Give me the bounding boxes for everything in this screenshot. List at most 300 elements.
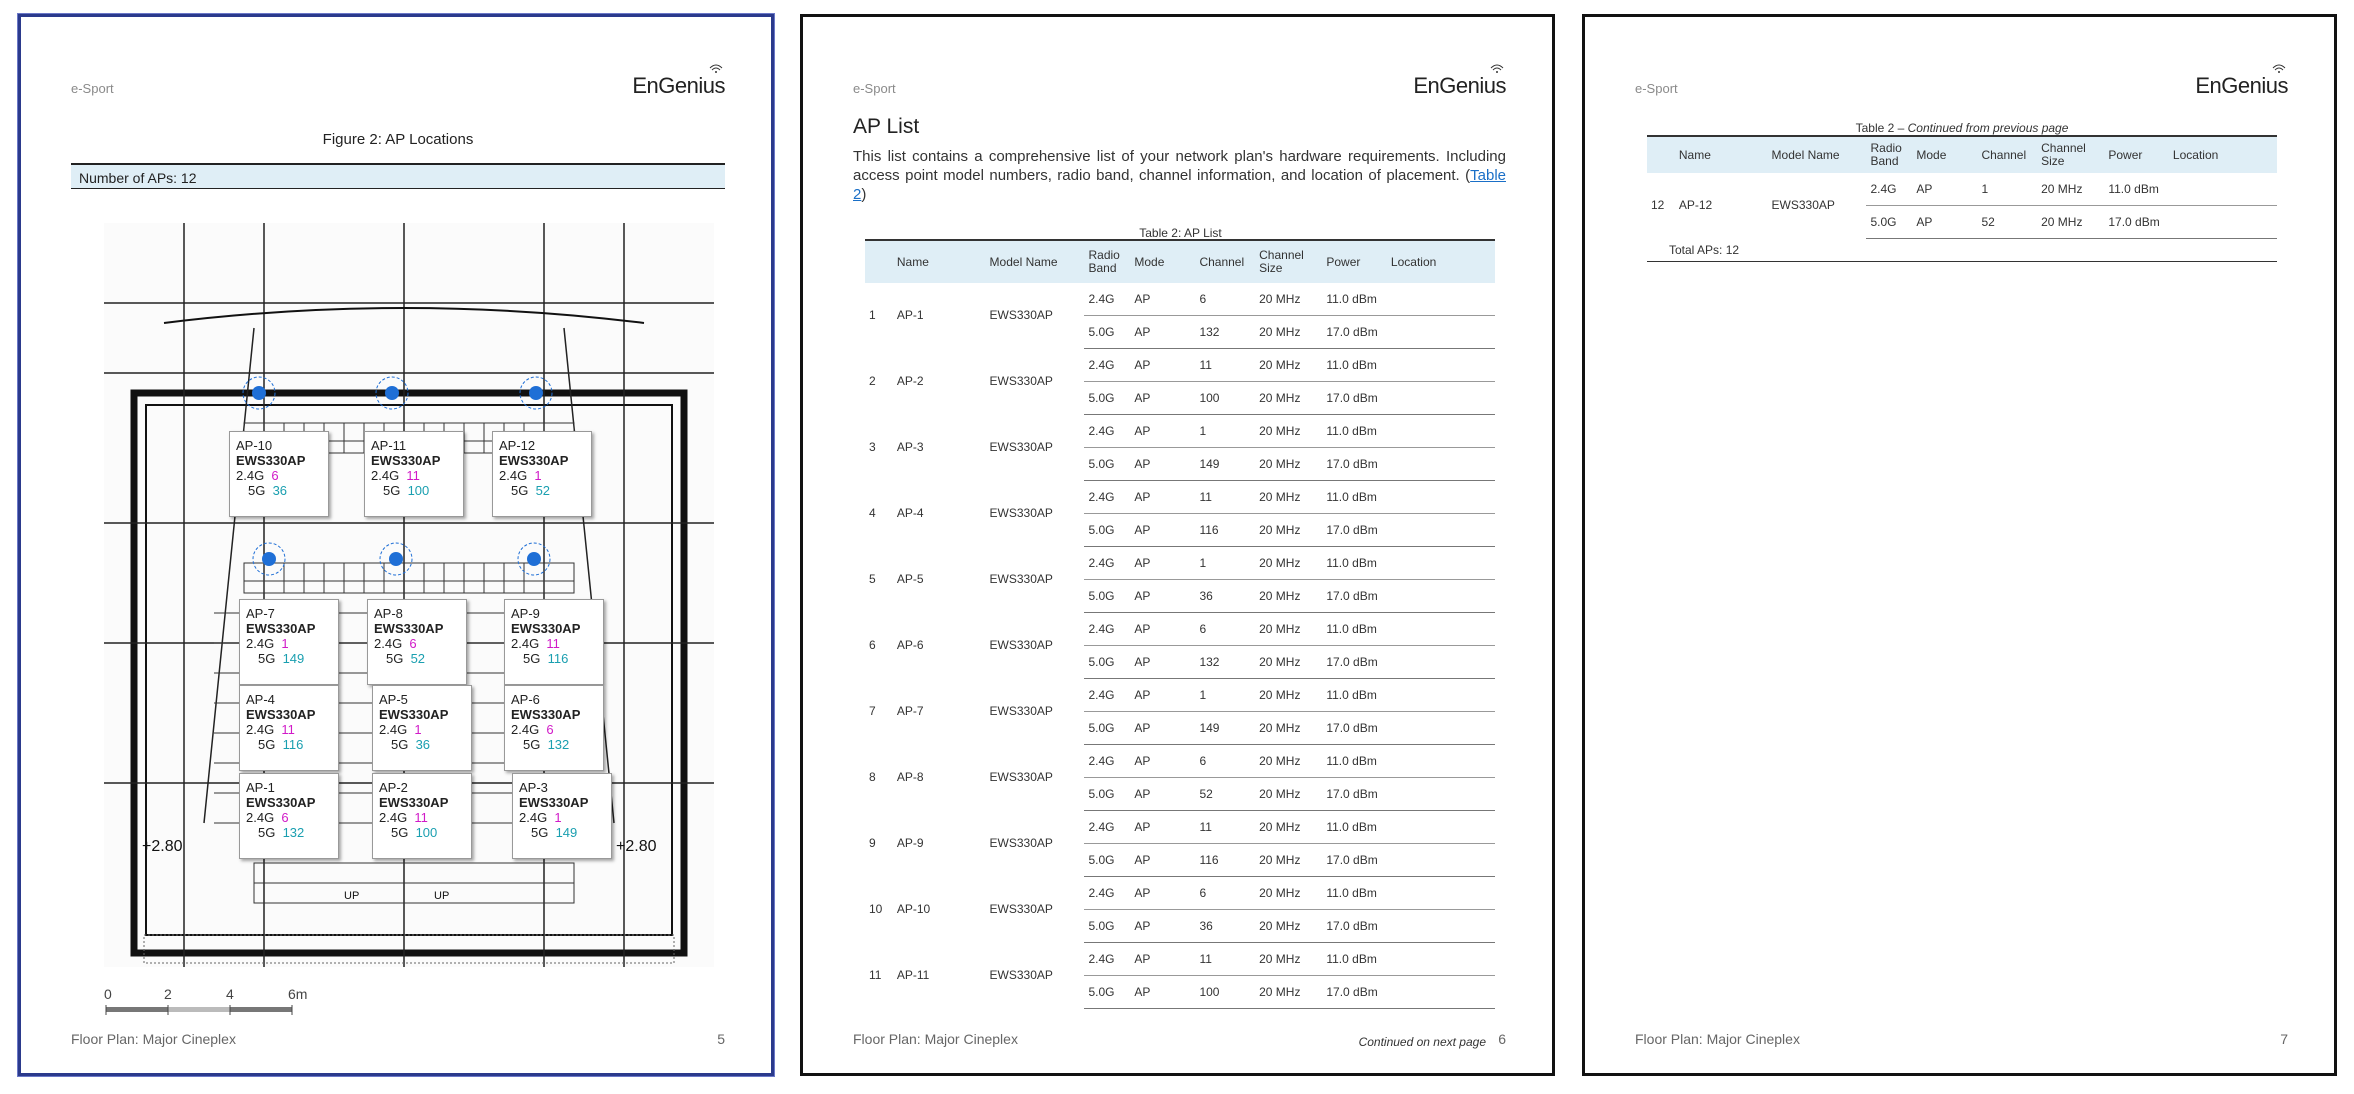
ap-card-model: EWS330AP bbox=[511, 621, 581, 636]
col-model: Model Name bbox=[1768, 136, 1867, 173]
row-size: 20 MHz bbox=[1255, 811, 1322, 844]
row-mode: AP bbox=[1130, 349, 1195, 382]
ap-card-name: AP-9 bbox=[511, 606, 540, 621]
ap-card bbox=[372, 685, 472, 771]
row-name: AP-6 bbox=[896, 638, 924, 652]
row-power: 17.0 dBm bbox=[1322, 580, 1387, 613]
row-band: 5.0G bbox=[1084, 976, 1130, 1009]
ap-card-5: 5G 116 bbox=[523, 651, 569, 666]
ap-card-name: AP-10 bbox=[236, 438, 273, 453]
ap-card-name: AP-1 bbox=[246, 780, 275, 795]
col-power: Power bbox=[2104, 136, 2169, 173]
col-index bbox=[865, 240, 893, 283]
row-mode: AP bbox=[1130, 547, 1195, 580]
ap-card-5: 5G 52 bbox=[511, 483, 551, 498]
row-model: EWS330AP bbox=[1771, 198, 1835, 213]
row-band: 2.4G bbox=[1084, 745, 1130, 778]
page-number: 7 bbox=[2280, 1031, 2288, 1047]
row-mode: AP bbox=[1130, 778, 1195, 811]
row-power: 17.0 dBm bbox=[1322, 778, 1387, 811]
row-mode: AP bbox=[1912, 173, 1977, 206]
row-location bbox=[1387, 877, 1495, 910]
ap-card-model: EWS330AP bbox=[519, 795, 589, 810]
row-channel: 11 bbox=[1195, 349, 1255, 382]
ap-card-model: EWS330AP bbox=[371, 453, 441, 468]
ap-card-5: 5G 100 bbox=[383, 483, 430, 498]
row-band: 5.0G bbox=[1084, 712, 1130, 745]
row-size: 20 MHz bbox=[1255, 778, 1322, 811]
row-index: 2 bbox=[869, 374, 876, 388]
row-band: 2.4G bbox=[1866, 173, 1912, 206]
table-row bbox=[865, 415, 1495, 448]
row-name: AP-7 bbox=[896, 704, 924, 718]
row-location bbox=[1387, 679, 1495, 712]
ap-card-5: 5G 116 bbox=[258, 737, 304, 752]
table-row bbox=[865, 613, 1495, 646]
logo-text: EnGenius bbox=[1413, 73, 1506, 98]
table-row bbox=[865, 283, 1495, 316]
ap-list-table bbox=[865, 239, 1495, 1009]
row-channel: 6 bbox=[1195, 283, 1255, 316]
ap-card bbox=[364, 431, 464, 517]
header-brand: e-Sport bbox=[71, 81, 114, 96]
ap-card-5: 5G 132 bbox=[258, 825, 305, 840]
row-location bbox=[1387, 415, 1495, 448]
ap-card bbox=[372, 773, 472, 859]
row-model: EWS330AP bbox=[989, 770, 1053, 784]
row-band: 5.0G bbox=[1084, 448, 1130, 481]
row-location bbox=[1387, 811, 1495, 844]
section-title: AP List bbox=[853, 115, 920, 138]
footer-title: Floor Plan: Major Cineplex bbox=[1635, 1031, 1800, 1047]
scale-label-6m: 6m bbox=[288, 986, 308, 1002]
row-band: 2.4G bbox=[1084, 547, 1130, 580]
row-band: 5.0G bbox=[1084, 910, 1130, 943]
row-index: 5 bbox=[869, 572, 876, 586]
table-row bbox=[865, 349, 1495, 382]
stair-label-left: UP bbox=[344, 890, 360, 902]
row-channel: 1 bbox=[1195, 415, 1255, 448]
row-mode: AP bbox=[1130, 844, 1195, 877]
row-power: 11.0 dBm bbox=[2104, 173, 2169, 206]
row-size: 20 MHz bbox=[1255, 679, 1322, 712]
row-model: EWS330AP bbox=[989, 704, 1053, 718]
stair-label-right: UP bbox=[434, 890, 450, 902]
row-model: EWS330AP bbox=[989, 836, 1053, 850]
intro-paragraph bbox=[853, 147, 1506, 204]
ap-card bbox=[504, 599, 604, 685]
row-location bbox=[1387, 283, 1495, 316]
row-location bbox=[1387, 976, 1495, 1009]
wifi-icon bbox=[1490, 63, 1504, 73]
logo-text: EnGenius bbox=[632, 73, 725, 98]
row-mode: AP bbox=[1130, 976, 1195, 1009]
row-band: 2.4G bbox=[1084, 943, 1130, 976]
elevation-label-right: +2.80 bbox=[616, 838, 657, 855]
row-mode: AP bbox=[1130, 580, 1195, 613]
row-index: 4 bbox=[869, 506, 876, 520]
row-channel: 116 bbox=[1195, 514, 1255, 547]
table-header-row bbox=[865, 240, 1495, 283]
table-row bbox=[865, 811, 1495, 844]
col-location: Location bbox=[2169, 136, 2277, 173]
row-power: 17.0 dBm bbox=[1322, 844, 1387, 877]
row-band: 2.4G bbox=[1084, 349, 1130, 382]
ap-card-name: AP-2 bbox=[379, 780, 408, 795]
row-channel: 132 bbox=[1195, 316, 1255, 349]
ap-card-24: 2.4G 1 bbox=[379, 722, 422, 737]
row-mode: AP bbox=[1130, 283, 1195, 316]
row-power: 11.0 dBm bbox=[1322, 679, 1387, 712]
row-channel: 36 bbox=[1195, 580, 1255, 613]
row-channel: 149 bbox=[1195, 712, 1255, 745]
row-band: 5.0G bbox=[1084, 514, 1130, 547]
row-band: 5.0G bbox=[1866, 206, 1912, 239]
row-name: AP-1 bbox=[896, 308, 924, 323]
row-index: 6 bbox=[869, 638, 876, 652]
engenius-logo bbox=[632, 73, 725, 99]
col-size: Channel Size bbox=[2037, 136, 2104, 173]
row-power: 11.0 dBm bbox=[1322, 547, 1387, 580]
row-index: 1 bbox=[869, 308, 876, 323]
row-channel: 6 bbox=[1195, 877, 1255, 910]
row-size: 20 MHz bbox=[1255, 877, 1322, 910]
table-caption: Table 2: AP List bbox=[1139, 226, 1222, 240]
ap-count: Number of APs: 12 bbox=[71, 163, 725, 189]
col-location: Location bbox=[1387, 240, 1495, 283]
row-channel: 1 bbox=[1195, 679, 1255, 712]
row-power: 11.0 dBm bbox=[1322, 349, 1387, 382]
ap-card-name: AP-7 bbox=[246, 606, 275, 621]
ap-card bbox=[229, 431, 329, 517]
row-location bbox=[2169, 206, 2277, 239]
row-channel: 100 bbox=[1195, 382, 1255, 415]
row-mode: AP bbox=[1912, 206, 1977, 239]
ap-card-name: AP-12 bbox=[499, 438, 536, 453]
row-size: 20 MHz bbox=[1255, 613, 1322, 646]
row-location bbox=[1387, 910, 1495, 943]
ap-card bbox=[239, 599, 339, 685]
row-location bbox=[1387, 514, 1495, 547]
row-mode: AP bbox=[1130, 943, 1195, 976]
ap-card-24: 2.4G 11 bbox=[371, 468, 420, 483]
row-name: AP-3 bbox=[896, 440, 924, 454]
row-mode: AP bbox=[1130, 613, 1195, 646]
ap-card bbox=[512, 773, 612, 859]
ap-card-model: EWS330AP bbox=[246, 795, 316, 810]
page-5[interactable] bbox=[18, 14, 774, 1076]
ap-card-model: EWS330AP bbox=[246, 621, 316, 636]
row-location bbox=[1387, 316, 1495, 349]
row-power: 17.0 dBm bbox=[1322, 976, 1387, 1009]
row-size: 20 MHz bbox=[1255, 283, 1322, 316]
row-mode: AP bbox=[1130, 448, 1195, 481]
row-location bbox=[1387, 448, 1495, 481]
row-size: 20 MHz bbox=[1255, 481, 1322, 514]
row-mode: AP bbox=[1130, 811, 1195, 844]
row-band: 2.4G bbox=[1084, 679, 1130, 712]
row-channel: 1 bbox=[1195, 547, 1255, 580]
ap-card-name: AP-3 bbox=[519, 780, 548, 795]
table-row bbox=[1647, 173, 2277, 206]
row-mode: AP bbox=[1130, 679, 1195, 712]
ap-card bbox=[504, 685, 604, 771]
row-band: 5.0G bbox=[1084, 382, 1130, 415]
row-location bbox=[1387, 778, 1495, 811]
ap-list-table-cont-wrap bbox=[1647, 135, 2277, 262]
row-channel: 11 bbox=[1195, 481, 1255, 514]
row-power: 17.0 dBm bbox=[1322, 448, 1387, 481]
row-location bbox=[1387, 382, 1495, 415]
row-channel: 36 bbox=[1195, 910, 1255, 943]
ap-card-model: EWS330AP bbox=[379, 795, 449, 810]
row-size: 20 MHz bbox=[1255, 415, 1322, 448]
row-power: 11.0 dBm bbox=[1322, 481, 1387, 514]
caption-prefix: Table 2 – bbox=[1855, 121, 1908, 135]
table-row bbox=[865, 745, 1495, 778]
ap-card-5: 5G 36 bbox=[391, 737, 431, 752]
ap-card-24: 2.4G 11 bbox=[246, 722, 295, 737]
col-name: Name bbox=[893, 240, 986, 283]
row-name: AP-2 bbox=[896, 374, 924, 388]
ap-card-model: EWS330AP bbox=[374, 621, 444, 636]
table-row bbox=[865, 481, 1495, 514]
row-index: 7 bbox=[869, 704, 876, 718]
row-band: 5.0G bbox=[1084, 646, 1130, 679]
row-model: EWS330AP bbox=[989, 638, 1053, 652]
row-size: 20 MHz bbox=[1255, 580, 1322, 613]
ap-card-24: 2.4G 6 bbox=[246, 810, 289, 825]
ap-list-table-wrap bbox=[865, 239, 1495, 1009]
row-size: 20 MHz bbox=[1255, 976, 1322, 1009]
ap-card-model: EWS330AP bbox=[511, 707, 581, 722]
ap-card-model: EWS330AP bbox=[236, 453, 306, 468]
row-power: 11.0 dBm bbox=[1322, 415, 1387, 448]
total-row bbox=[1647, 239, 2277, 262]
row-name: AP-11 bbox=[896, 968, 930, 982]
row-mode: AP bbox=[1130, 712, 1195, 745]
row-mode: AP bbox=[1130, 316, 1195, 349]
col-mode: Mode bbox=[1912, 136, 1977, 173]
row-name: AP-10 bbox=[896, 902, 931, 916]
row-model: EWS330AP bbox=[989, 572, 1053, 586]
row-channel: 6 bbox=[1195, 745, 1255, 778]
row-model: EWS330AP bbox=[989, 440, 1053, 454]
row-index: 10 bbox=[869, 902, 883, 916]
intro-text: This list contains a comprehensive list of your network plan's hardware requirements. Including access point model numbers, radio band, channel information, and location of placement. ( bbox=[853, 148, 1506, 184]
row-mode: AP bbox=[1130, 481, 1195, 514]
row-index: 8 bbox=[869, 770, 876, 784]
row-channel: 11 bbox=[1195, 943, 1255, 976]
row-location bbox=[1387, 613, 1495, 646]
ap-card-24: 2.4G 1 bbox=[519, 810, 562, 825]
ap-card bbox=[367, 599, 467, 685]
row-size: 20 MHz bbox=[1255, 910, 1322, 943]
ap-card-name: AP-5 bbox=[379, 692, 408, 707]
row-size: 20 MHz bbox=[1255, 712, 1322, 745]
col-size: Channel Size bbox=[1255, 240, 1322, 283]
row-model: EWS330AP bbox=[989, 308, 1053, 323]
row-size: 20 MHz bbox=[1255, 844, 1322, 877]
scale-label-0: 0 bbox=[104, 986, 112, 1002]
ap-card-name: AP-4 bbox=[246, 692, 275, 707]
table-header-row bbox=[1647, 136, 2277, 173]
intro-end: ) bbox=[861, 186, 867, 203]
row-power: 17.0 dBm bbox=[1322, 910, 1387, 943]
row-power: 17.0 dBm bbox=[2104, 206, 2169, 239]
col-channel: Channel bbox=[1977, 136, 2037, 173]
row-index: 9 bbox=[869, 836, 876, 850]
floor-plan bbox=[104, 223, 714, 967]
wifi-icon bbox=[709, 63, 723, 73]
row-channel: 52 bbox=[1977, 206, 2037, 239]
ap-list-table-continued bbox=[1647, 135, 2277, 262]
col-mode: Mode bbox=[1130, 240, 1195, 283]
row-power: 17.0 dBm bbox=[1322, 382, 1387, 415]
row-channel: 149 bbox=[1195, 448, 1255, 481]
row-power: 17.0 dBm bbox=[1322, 316, 1387, 349]
elevation-label-left: +2.80 bbox=[142, 838, 183, 855]
row-band: 2.4G bbox=[1084, 415, 1130, 448]
row-band: 2.4G bbox=[1084, 811, 1130, 844]
row-location bbox=[1387, 844, 1495, 877]
row-model: EWS330AP bbox=[989, 374, 1053, 388]
row-location bbox=[2169, 173, 2277, 206]
col-power: Power bbox=[1322, 240, 1387, 283]
col-band: Radio Band bbox=[1084, 240, 1130, 283]
row-mode: AP bbox=[1130, 382, 1195, 415]
caption-italic: Continued from previous page bbox=[1907, 121, 2069, 135]
page-number: 6 bbox=[1498, 1031, 1506, 1047]
ap-card-24: 2.4G 11 bbox=[511, 636, 560, 651]
row-mode: AP bbox=[1130, 910, 1195, 943]
row-band: 5.0G bbox=[1084, 778, 1130, 811]
ap-card-24: 2.4G 11 bbox=[379, 810, 428, 825]
ap-card bbox=[492, 431, 592, 517]
ap-card-24: 2.4G 6 bbox=[374, 636, 417, 651]
row-size: 20 MHz bbox=[1255, 547, 1322, 580]
row-channel: 100 bbox=[1195, 976, 1255, 1009]
scale-label-2: 2 bbox=[164, 986, 172, 1002]
footer-title: Floor Plan: Major Cineplex bbox=[71, 1031, 236, 1047]
ap-card-24: 2.4G 1 bbox=[246, 636, 289, 651]
row-name: AP-4 bbox=[896, 506, 924, 520]
ap-card-name: AP-8 bbox=[374, 606, 403, 621]
engenius-logo bbox=[1413, 73, 1506, 99]
footer-title: Floor Plan: Major Cineplex bbox=[853, 1031, 1018, 1047]
row-mode: AP bbox=[1130, 415, 1195, 448]
table-row bbox=[865, 547, 1495, 580]
row-power: 17.0 dBm bbox=[1322, 646, 1387, 679]
ap-card bbox=[239, 685, 339, 771]
row-location bbox=[1387, 943, 1495, 976]
ap-card-5: 5G 52 bbox=[386, 651, 426, 666]
row-index: 3 bbox=[869, 440, 876, 454]
header-brand: e-Sport bbox=[853, 81, 896, 96]
ap-card-name: AP-6 bbox=[511, 692, 540, 707]
row-mode: AP bbox=[1130, 646, 1195, 679]
row-name: AP-12 bbox=[1678, 198, 1713, 213]
row-power: 11.0 dBm bbox=[1322, 613, 1387, 646]
row-location bbox=[1387, 646, 1495, 679]
header-brand: e-Sport bbox=[1635, 81, 1678, 96]
ap-card-24: 2.4G 6 bbox=[511, 722, 554, 737]
row-location bbox=[1387, 547, 1495, 580]
row-band: 5.0G bbox=[1084, 844, 1130, 877]
col-channel: Channel bbox=[1195, 240, 1255, 283]
row-channel: 132 bbox=[1195, 646, 1255, 679]
row-power: 11.0 dBm bbox=[1322, 877, 1387, 910]
row-power: 11.0 dBm bbox=[1322, 283, 1387, 316]
row-band: 2.4G bbox=[1084, 481, 1130, 514]
row-size: 20 MHz bbox=[2037, 206, 2104, 239]
row-location bbox=[1387, 349, 1495, 382]
ap-card-5: 5G 100 bbox=[391, 825, 438, 840]
row-band: 2.4G bbox=[1084, 283, 1130, 316]
row-power: 11.0 dBm bbox=[1322, 943, 1387, 976]
scale-bar bbox=[104, 985, 324, 1025]
row-index: 11 bbox=[869, 968, 882, 982]
row-channel: 116 bbox=[1195, 844, 1255, 877]
row-channel: 52 bbox=[1195, 778, 1255, 811]
row-power: 11.0 dBm bbox=[1322, 811, 1387, 844]
table-row bbox=[865, 943, 1495, 976]
row-power: 17.0 dBm bbox=[1322, 712, 1387, 745]
ap-card-5: 5G 36 bbox=[248, 483, 288, 498]
row-location bbox=[1387, 580, 1495, 613]
wifi-icon bbox=[2272, 63, 2286, 73]
row-channel: 6 bbox=[1195, 613, 1255, 646]
ap-card-5: 5G 149 bbox=[258, 651, 305, 666]
row-band: 5.0G bbox=[1084, 580, 1130, 613]
engenius-logo bbox=[2195, 73, 2288, 99]
col-name: Name bbox=[1675, 136, 1768, 173]
ap-card-24: 2.4G 1 bbox=[499, 468, 542, 483]
ap-card-model: EWS330AP bbox=[499, 453, 569, 468]
table-row bbox=[865, 877, 1495, 910]
page-6[interactable] bbox=[800, 14, 1555, 1076]
col-band: Radio Band bbox=[1866, 136, 1912, 173]
row-size: 20 MHz bbox=[1255, 943, 1322, 976]
row-size: 20 MHz bbox=[1255, 382, 1322, 415]
row-index: 12 bbox=[1651, 198, 1665, 213]
row-location bbox=[1387, 712, 1495, 745]
figure-title: Figure 2: AP Locations bbox=[322, 131, 474, 148]
page-7[interactable] bbox=[1582, 14, 2337, 1076]
row-band: 5.0G bbox=[1084, 316, 1130, 349]
row-mode: AP bbox=[1130, 877, 1195, 910]
row-name: AP-9 bbox=[896, 836, 924, 850]
ap-card-5: 5G 149 bbox=[531, 825, 578, 840]
col-index bbox=[1647, 136, 1675, 173]
table-caption-continued bbox=[1647, 121, 2277, 135]
ap-card-model: EWS330AP bbox=[379, 707, 449, 722]
row-location bbox=[1387, 745, 1495, 778]
ap-card bbox=[239, 773, 339, 859]
row-band: 2.4G bbox=[1084, 613, 1130, 646]
row-model: EWS330AP bbox=[989, 506, 1053, 520]
ap-card-model: EWS330AP bbox=[246, 707, 316, 722]
continued-next: Continued on next page bbox=[1358, 1035, 1486, 1049]
row-channel: 11 bbox=[1195, 811, 1255, 844]
row-size: 20 MHz bbox=[2037, 173, 2104, 206]
row-power: 17.0 dBm bbox=[1322, 514, 1387, 547]
row-mode: AP bbox=[1130, 745, 1195, 778]
page-number: 5 bbox=[717, 1031, 725, 1047]
table-2-link[interactable]: Table 2 bbox=[853, 167, 1506, 203]
row-band: 2.4G bbox=[1084, 877, 1130, 910]
ap-card-name: AP-11 bbox=[371, 438, 407, 453]
